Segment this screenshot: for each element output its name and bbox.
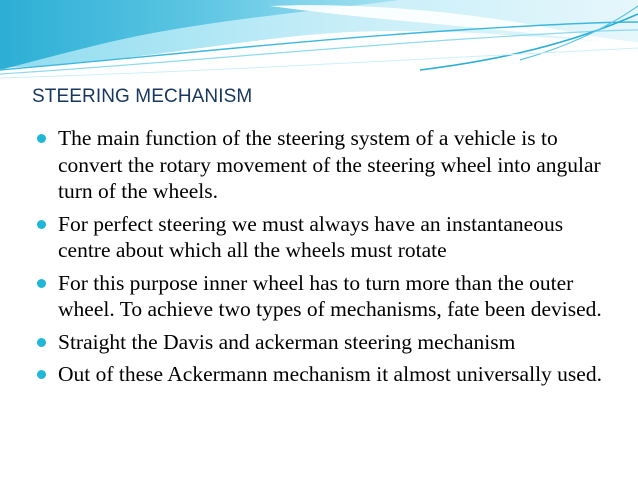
bullet-dot-icon: [37, 279, 46, 288]
header-wave-decoration: [0, 0, 638, 80]
bullet-text: For perfect steering we must always have an instantaneous centre about which all the wheels must rotate: [58, 211, 564, 262]
bullet-item: [34, 361, 614, 388]
bullet-dot-icon: [37, 338, 46, 347]
slide-title: STEERING MECHANISM: [32, 86, 253, 107]
bullet-text: For this purpose inner wheel has to turn more than the outer wheel. To achieve two types of mechanisms, fate been devised.: [58, 270, 602, 321]
bullet-dot-icon: [37, 370, 46, 379]
bullet-list: [34, 125, 614, 394]
bullet-item: [34, 211, 614, 264]
bullet-item: [34, 329, 614, 356]
bullet-item: [34, 125, 614, 205]
bullet-text: Straight the Davis and ackerman steering mechanism: [58, 329, 516, 354]
bullet-text: The main function of the steering system of a vehicle is to convert the rotary movement of the steering wheel into angular turn of the wheels.: [58, 126, 601, 203]
bullet-item: [34, 270, 614, 323]
bullet-dot-icon: [37, 220, 46, 229]
bullet-dot-icon: [37, 134, 46, 143]
bullet-text: Out of these Ackermann mechanism it almost universally used.: [58, 362, 602, 386]
